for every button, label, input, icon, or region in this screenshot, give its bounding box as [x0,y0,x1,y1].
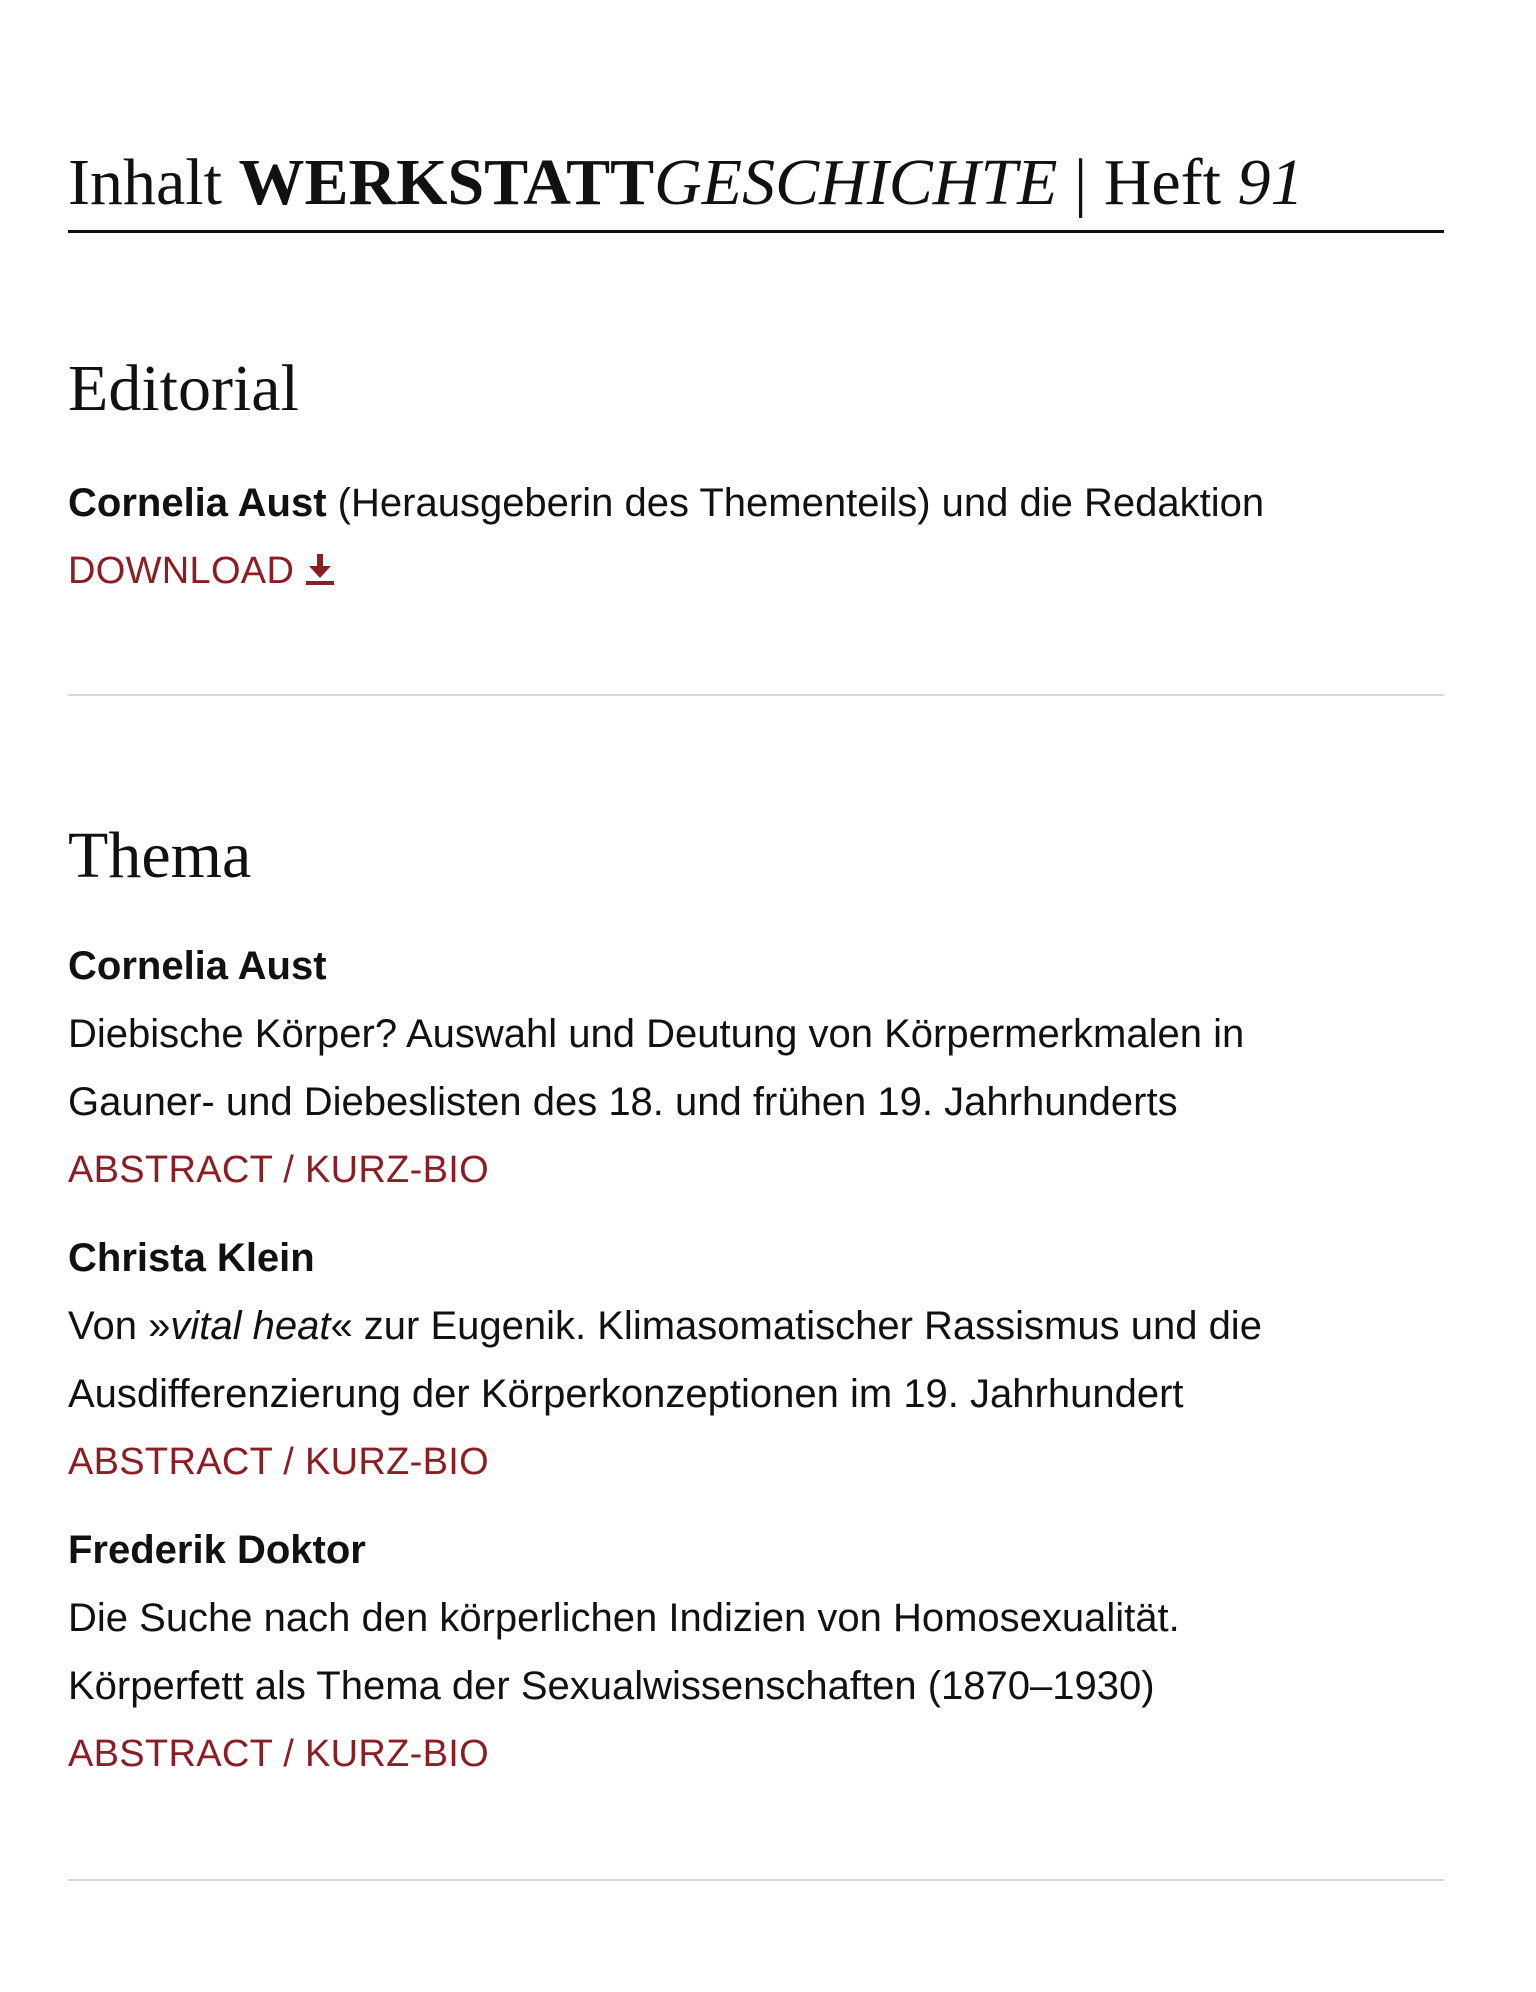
article-title-prefix: Von » [68,1304,171,1348]
issue-number: 91 [1237,146,1304,219]
editorial-author: Cornelia Aust [68,481,327,525]
article-author: Cornelia Aust [68,944,327,988]
page-content [68,0,1444,1881]
section-divider [68,1879,1444,1881]
download-icon [304,552,336,586]
title-separator: | Heft [1057,146,1238,219]
editorial-heading: Editorial [68,352,299,425]
article-title-line: Die Suche nach den körperlichen Indizien von Homosexualität. [68,1596,1180,1640]
article-title [68,1000,1444,1136]
article-list [68,932,1444,1788]
thema-section [68,819,1444,1788]
title-brand-italic: GESCHICHTE [654,146,1058,219]
download-link[interactable] [68,537,336,605]
section-divider [68,694,1444,696]
title-brand-bold: WERKSTATT [238,146,655,219]
abstract-bio-link[interactable]: ABSTRACT / KURZ-BIO [68,1149,489,1191]
article-title-line: Diebische Körper? Auswahl und Deutung von Körpermerkmalen in [68,1012,1245,1056]
article-item [68,1224,1444,1496]
article-title-line: Körperfett als Thema der Sexualwissenschaften (1870–1930) [68,1664,1155,1708]
article-title-suffix: « zur Eugenik. Klimasomatischer Rassismus und die [330,1304,1262,1348]
title-prefix: Inhalt [68,146,239,219]
editorial-section [68,352,1444,605]
article-title [68,1584,1444,1720]
download-label: DOWNLOAD [68,550,295,592]
article-item [68,1516,1444,1788]
article-title-italic: vital heat [170,1304,331,1348]
article-title [68,1292,1444,1428]
article-author: Frederik Doktor [68,1528,366,1572]
thema-heading: Thema [68,819,252,892]
article-author: Christa Klein [68,1236,315,1280]
page-title [68,0,1444,233]
article-item [68,932,1444,1204]
article-title-line: Ausdifferenzierung der Körperkonzeptionen im 19. Jahrhundert [68,1372,1184,1416]
editorial-byline [68,469,1444,537]
abstract-bio-link[interactable]: ABSTRACT / KURZ-BIO [68,1733,489,1775]
article-title-line: Gauner- und Diebeslisten des 18. und frühen 19. Jahrhunderts [68,1080,1178,1124]
editorial-author-note: (Herausgeberin des Thementeils) und die Redaktion [326,481,1265,525]
abstract-bio-link[interactable]: ABSTRACT / KURZ-BIO [68,1441,489,1483]
